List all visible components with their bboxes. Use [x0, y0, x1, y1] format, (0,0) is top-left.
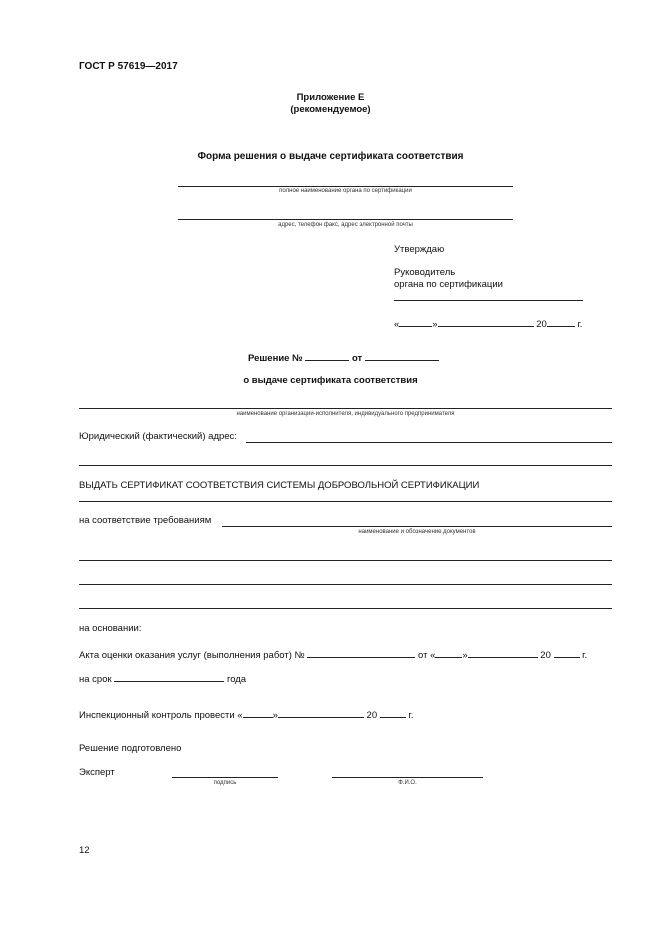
- act-date-mid: »: [462, 650, 468, 661]
- expert-label: Эксперт: [79, 767, 115, 778]
- act-row: [79, 647, 587, 661]
- requirements-line-4[interactable]: [79, 608, 612, 609]
- page-number: 12: [79, 845, 90, 856]
- decision-number-label: Решение №: [248, 353, 303, 364]
- prepared-label: Решение подготовлено: [79, 743, 182, 754]
- term-field[interactable]: [114, 671, 224, 682]
- approval-year-prefix: 20: [536, 319, 547, 330]
- address-label: Юридический (фактический) адрес:: [79, 431, 237, 442]
- org-name-field[interactable]: [178, 186, 513, 187]
- documents-caption: наименование и обозначение документов: [358, 529, 476, 535]
- head-label-line1: Руководитель: [394, 267, 456, 278]
- fio-caption: Ф.И.О.: [398, 780, 417, 786]
- expert-signature-field[interactable]: [172, 777, 278, 778]
- signature-caption: подпись: [213, 780, 237, 786]
- term-row: [79, 671, 246, 685]
- act-year-suffix: г.: [582, 650, 588, 661]
- act-label: Акта оценки оказания услуг (выполнения работ) №: [79, 650, 305, 661]
- approval-year-field[interactable]: [547, 316, 575, 327]
- issue-certificate-text: ВЫДАТЬ СЕРТИФИКАТ СООТВЕТСТВИЯ СИСТЕМЫ ДОБРОВОЛЬНОЙ СЕРТИФИКАЦИИ: [79, 480, 480, 491]
- act-year-prefix: 20: [540, 650, 551, 661]
- requirements-label: на соответствие требованиям: [79, 515, 212, 526]
- inspection-month-field[interactable]: [278, 707, 364, 718]
- inspection-date-mid: »: [272, 710, 278, 721]
- executor-caption: наименование организации-исполнителя, индивидуального предпринимателя: [236, 411, 455, 417]
- head-label-line2: органа по сертификации: [394, 279, 503, 290]
- expert-fio-field[interactable]: [332, 777, 483, 778]
- appendix-title: Приложение Е: [296, 92, 365, 103]
- approve-label: Утверждаю: [394, 244, 445, 255]
- act-number-field[interactable]: [307, 647, 415, 658]
- inspection-day-field[interactable]: [243, 707, 273, 718]
- decision-subtitle: о выдаче сертификата соответствия: [243, 375, 418, 386]
- executor-field[interactable]: [79, 408, 612, 409]
- requirements-line-3[interactable]: [79, 584, 612, 585]
- address-field[interactable]: [246, 442, 612, 443]
- decision-date-field[interactable]: [365, 350, 439, 361]
- inspection-row: [79, 707, 413, 721]
- term-suffix: года: [226, 674, 247, 685]
- head-signature-field[interactable]: [394, 300, 583, 301]
- act-from-label: от «: [418, 650, 436, 661]
- inspection-year-field[interactable]: [380, 707, 406, 718]
- org-name-caption: полное наименование органа по сертификации: [279, 188, 412, 194]
- org-address-field[interactable]: [178, 219, 513, 220]
- approval-date-open: «: [394, 319, 400, 330]
- approval-date-mid: »: [432, 319, 438, 330]
- act-year-field[interactable]: [554, 647, 580, 658]
- document-standard-header: ГОСТ Р 57619—2017: [79, 61, 178, 72]
- decision-from-label: от: [351, 353, 363, 364]
- term-label: на срок: [79, 674, 112, 685]
- inspection-year-prefix: 20: [366, 710, 378, 721]
- inspection-year-suffix: г.: [408, 710, 414, 721]
- decision-number-field[interactable]: [305, 350, 349, 361]
- issue-line[interactable]: [79, 501, 612, 502]
- requirements-field[interactable]: [222, 526, 612, 527]
- requirements-line-2[interactable]: [79, 560, 612, 561]
- org-address-caption: адрес, телефон факс, адрес электронной почты: [278, 222, 413, 228]
- approval-year-suffix: г.: [577, 319, 583, 330]
- form-title: Форма решения о выдаче сертификата соответствия: [197, 151, 464, 162]
- approval-day-field[interactable]: [399, 316, 432, 327]
- basis-label: на основании:: [79, 623, 142, 634]
- inspection-label: Инспекционный контроль провести «: [79, 710, 243, 721]
- act-month-field[interactable]: [468, 647, 538, 658]
- appendix-subtitle: (рекомендуемое): [290, 104, 371, 115]
- approval-month-field[interactable]: [438, 316, 534, 327]
- address-field-continued[interactable]: [79, 465, 612, 466]
- act-day-field[interactable]: [435, 647, 462, 658]
- decision-number-row: [248, 350, 439, 364]
- approval-date-row: [394, 316, 582, 330]
